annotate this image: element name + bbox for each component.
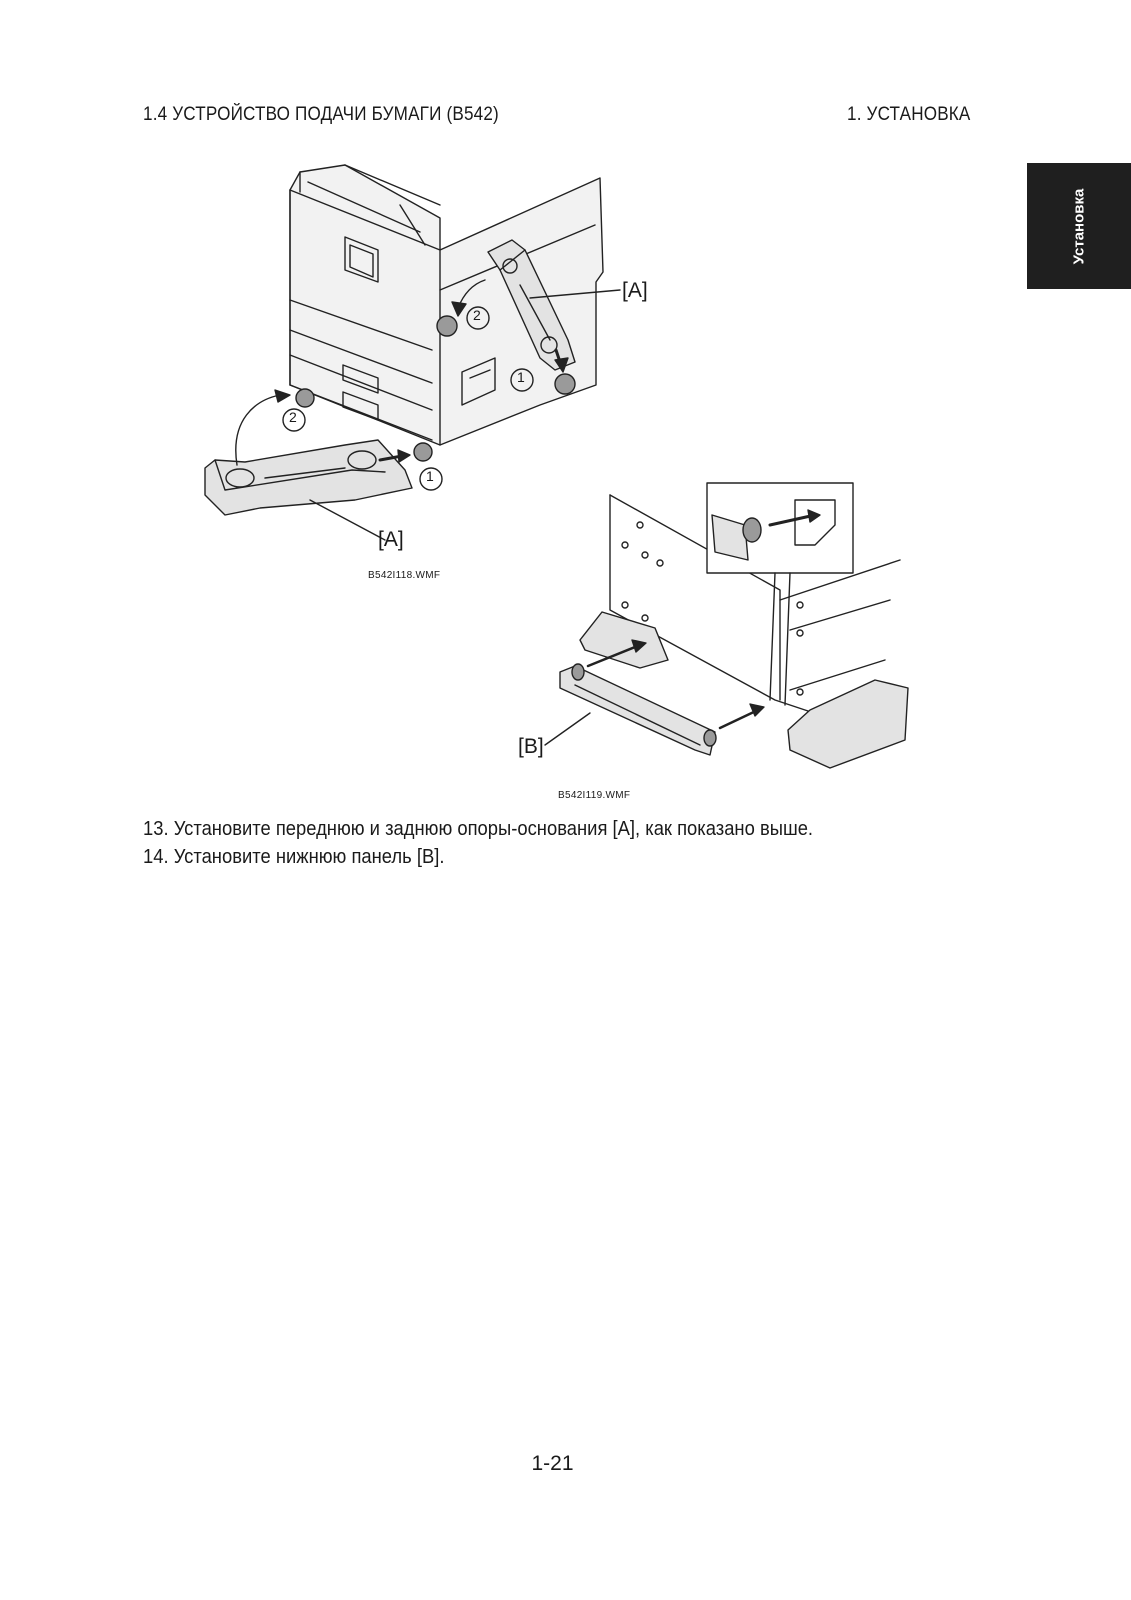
- step-2-label: 2: [473, 307, 481, 323]
- section-header: 1.4 УСТРОЙСТВО ПОДАЧИ БУМАГИ (B542): [143, 104, 499, 125]
- leader-line-b: [545, 713, 590, 745]
- figure1-filename: B542I118.WMF: [368, 570, 441, 581]
- step-1-label: 1: [517, 369, 525, 385]
- chapter-header: 1. УСТАНОВКА: [847, 104, 971, 125]
- callout-a-bottom: [A]: [378, 528, 404, 551]
- step-2-label-lower: 2: [289, 409, 297, 425]
- lower-panel-b: [560, 664, 716, 755]
- instruction-steps: [143, 815, 871, 871]
- side-tab-label: Установка: [1070, 188, 1088, 264]
- callout-a-top: [A]: [622, 279, 648, 302]
- page-number: 1-21: [531, 1452, 574, 1475]
- step-14: 14. Установите нижнюю панель [B].: [143, 846, 445, 868]
- callout-b: [B]: [518, 735, 544, 758]
- step-1-label-lower: 1: [426, 468, 434, 484]
- step-13: 13. Установите переднюю и заднюю опоры-основания [A], как показано выше.: [143, 818, 814, 840]
- figure2-filename: B542I119.WMF: [558, 790, 631, 801]
